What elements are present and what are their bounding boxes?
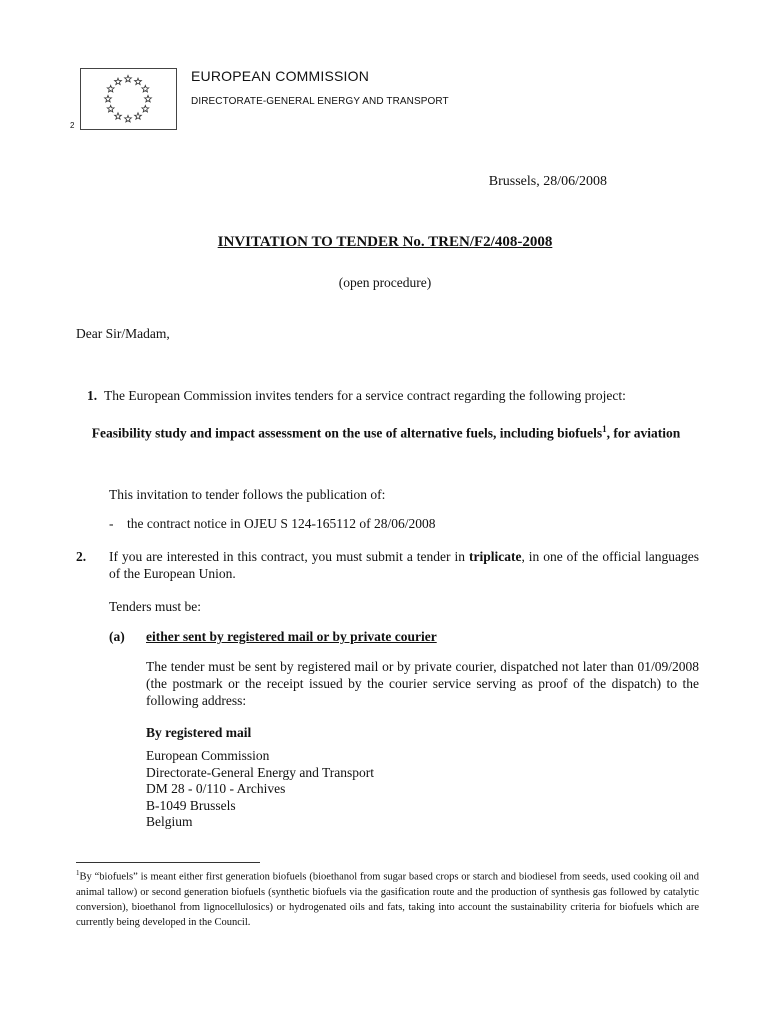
star-icon [115, 78, 122, 85]
list-dash: - [109, 516, 114, 531]
logo-number: 2 [70, 121, 75, 130]
item-a-heading: either sent by registered mail or by private courier [146, 629, 437, 644]
section-2-text-after: , in one of the official languages of the European Union. [109, 549, 699, 581]
directorate-name: DIRECTORATE-GENERAL ENERGY AND TRANSPORT [191, 96, 449, 107]
star-icon [115, 113, 122, 120]
footnote-divider [76, 862, 260, 863]
star-icon [135, 113, 142, 120]
address-line: European Commission [146, 748, 270, 763]
postal-address [146, 748, 374, 831]
star-icon [107, 105, 114, 112]
tenders-must-label: Tenders must be: [109, 599, 202, 614]
eu-flag-logo [80, 68, 177, 130]
salutation: Dear Sir/Madam, [76, 326, 170, 341]
footnote-reference[interactable]: 1 [602, 424, 607, 434]
star-icon [125, 75, 132, 82]
address-line: B-1049 Brussels [146, 797, 236, 813]
by-registered-mail-heading: By registered mail [146, 725, 252, 740]
address-line: DM 28 - 0/110 - Archives [146, 781, 286, 796]
contract-notice: the contract notice in OJEU S 124-165112 of 28/06/2008 [127, 516, 436, 531]
organization-name: EUROPEAN COMMISSION [191, 68, 370, 84]
triplicate-emphasis: triplicate [468, 549, 522, 564]
date-line: Brussels, 28/06/2008 [488, 174, 607, 189]
item-a-label: (a) [109, 629, 125, 644]
star-icon [105, 95, 112, 102]
tender-instructions: The tender must be sent by registered mail or by private courier, dispatched not later than 01/09/2008 (the postmark or the receipt issued by the courier service serving as proof of the dispatch) to the following address: [146, 659, 699, 708]
star-icon [142, 105, 149, 112]
star-icon [135, 78, 142, 85]
section-1-number: 1. [87, 388, 98, 403]
star-icon [125, 115, 132, 122]
star-icon [142, 85, 149, 92]
section-2-text-before: If you are interested in this contract, you must submit a tender in [109, 549, 469, 564]
section-1-text: The European Commission invites tenders for a service contract regarding the following project: [104, 388, 626, 403]
project-title [76, 420, 696, 443]
star-icon [107, 85, 114, 92]
project-title-part1: Feasibility study and impact assessment on the use of alternative fuels, including biofuels [91, 425, 603, 441]
project-title-part2: , for aviation [606, 425, 681, 441]
address-line: Belgium [146, 814, 193, 829]
eu-stars-icon [81, 69, 176, 129]
star-icon [145, 95, 152, 102]
address-line: Directorate-General Energy and Transport [146, 764, 375, 780]
footnote [76, 866, 699, 930]
publication-intro: This invitation to tender follows the publication of: [109, 487, 386, 502]
page-title: INVITATION TO TENDER No. TREN/F2/408-2008 [217, 234, 553, 250]
section-2-text [109, 548, 699, 582]
footnote-text: By “biofuels” is meant either first generation biofuels (bioethanol from sugar based crops or starch and biodiesel from seeds, used cooking oil and animal tallow) or second generation biofuels (synthetic biofuels via the gasification route and the production of synthesis gas followed by catalytic conversion), bioethanol from lignocellulosics) or hydrogenated oils and fats, taking into account the sustainability criteria for biofuels which are currently being developed in the Council. [76, 871, 699, 928]
footnote-marker: 1 [76, 869, 80, 877]
page-subtitle: (open procedure) [338, 275, 432, 290]
section-2-number: 2. [76, 549, 87, 564]
